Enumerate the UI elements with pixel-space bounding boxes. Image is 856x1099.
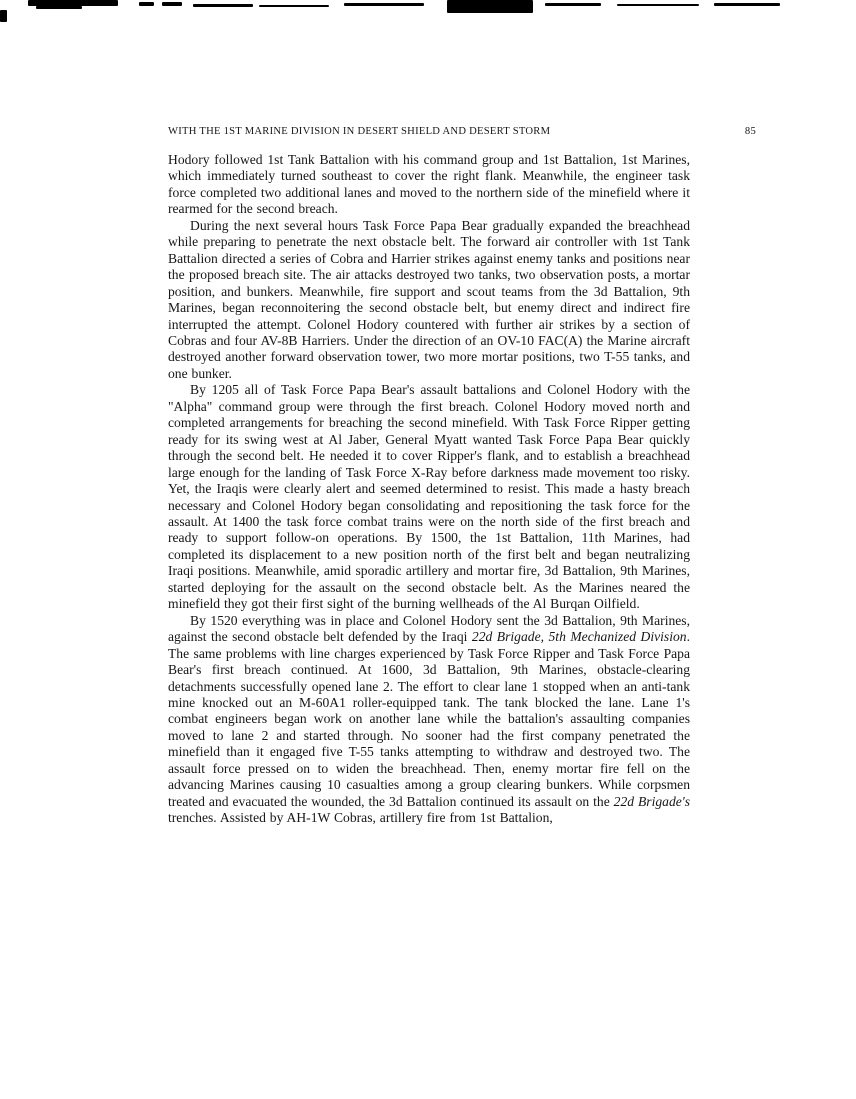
- text-segment: Hodory followed 1st Tank Battalion with his command group and 1st Battalion, 1st Marines, which immediately turned southeast to cover the right flank. Meanwhile, the engineer task force completed two additional lanes and moved to the northern side of the minefield where it rearmed for the second breach.: [168, 152, 690, 217]
- scan-artifact: [545, 3, 601, 6]
- scan-artifact: [714, 3, 780, 6]
- scan-artifact: [344, 3, 424, 6]
- scan-artifact: [162, 2, 182, 6]
- running-header-title: WITH THE 1ST MARINE DIVISION IN DESERT SHIELD AND DESERT STORM: [168, 126, 551, 137]
- text-segment: . The same problems with line charges experienced by Task Force Ripper and Task Force Papa Bear's first breach continued. At 1600, 3d Battalion, 9th Marines, obstacle-clearing detachments successfully opened lane 2. The effort to clear lane 1 stopped when an anti-tank mine knocked out an M-60A1 roller-equipped tank. The tank blocked the lane. Lane 1's combat engineers began work on another lane while the battalion's assaulting companies moved to lane 2 and started through. No sooner had the first company penetrated the minefield than it engaged five T-55 tanks attempting to withdraw and destroyed two. The assault force pressed on to widen the breachhead. Then, enemy mortar fire fell on the advancing Marines causing 10 casualties among a group clearing bunkers. While corpsmen treated and evacuated the wounded, the 3d Battalion continued its assault on the: [168, 629, 691, 809]
- page-body: [168, 152, 690, 827]
- text-segment-italic: 22d Brigade, 5th Mechanized Division: [471, 629, 687, 645]
- scan-artifact: [447, 0, 533, 13]
- paragraph: [168, 382, 690, 612]
- running-header: [168, 126, 756, 137]
- scan-artifact: [36, 6, 82, 9]
- scan-artifact: [139, 2, 154, 6]
- scan-artifact: [617, 4, 699, 6]
- paragraph: [168, 152, 690, 218]
- text-segment: During the next several hours Task Force Papa Bear gradually expanded the breachhead while preparing to penetrate the next obstacle belt. The forward air controller with 1st Tank Battalion directed a series of Cobra and Harrier strikes against enemy tanks and positions near the proposed breach site. The air attacks destroyed two tanks, two observation posts, a mortar position, and bunkers. Meanwhile, fire support and scout teams from the 3d Battalion, 9th Marines, began reconnoitering the second obstacle belt, but enemy direct and indirect fire interrupted the attempt. Colonel Hodory countered with further air strikes by a section of Cobras and four AV-8B Harriers. Under the direction of an OV-10 FAC(A) the Marine aircraft destroyed another forward observation tower, two more mortar positions, two T-55 tanks, and one bunker.: [168, 217, 690, 381]
- paragraph: [168, 218, 690, 383]
- text-segment: By 1520 everything was in place and Colonel Hodory sent the 3d Battalion, 9th Marines, against the second obstacle belt defended by the Iraqi: [168, 612, 690, 645]
- text-segment: trenches. Assisted by AH-1W Cobras, artillery fire from 1st Battalion,: [168, 810, 553, 826]
- page-number: 85: [744, 126, 756, 137]
- text-segment: By 1205 all of Task Force Papa Bear's assault battalions and Colonel Hodory with the "Alpha" command group were through the first breach. Colonel Hodory moved north and completed arrangements for breaching the second minefield. With Task Force Ripper getting ready for its swing west at Al Jaber, General Myatt wanted Task Force Papa Bear quickly through the second belt. He needed it to cover Ripper's flank, and to establish a breachhead large enough for the landing of Task Force X-Ray before darkness made movement too risky. Yet, the Iraqis were clearly alert and seemed determined to resist. This made a hasty breach necessary and Colonel Hodory began consolidating and repositioning the task force for the assault. At 1400 the task force combat trains were on the north side of the first breach and ready to support follow-on operations. By 1500, the 1st Battalion, 11th Marines, had completed its displacement to a new position north of the first belt and began neutralizing Iraqi positions. Meanwhile, amid sporadic artillery and mortar fire, 3d Battalion, 9th Marines, started deploying for the assault on the second obstacle belt. As the Marines neared the minefield they got their first sight of the burning wellheads of the Al Burqan Oilfield.: [168, 382, 690, 612]
- paragraph: [168, 613, 690, 827]
- text-segment-italic: 22d Brigade's: [613, 793, 690, 809]
- scan-artifact: [259, 5, 329, 7]
- scan-artifact: [193, 4, 253, 7]
- scan-artifact: [0, 10, 7, 22]
